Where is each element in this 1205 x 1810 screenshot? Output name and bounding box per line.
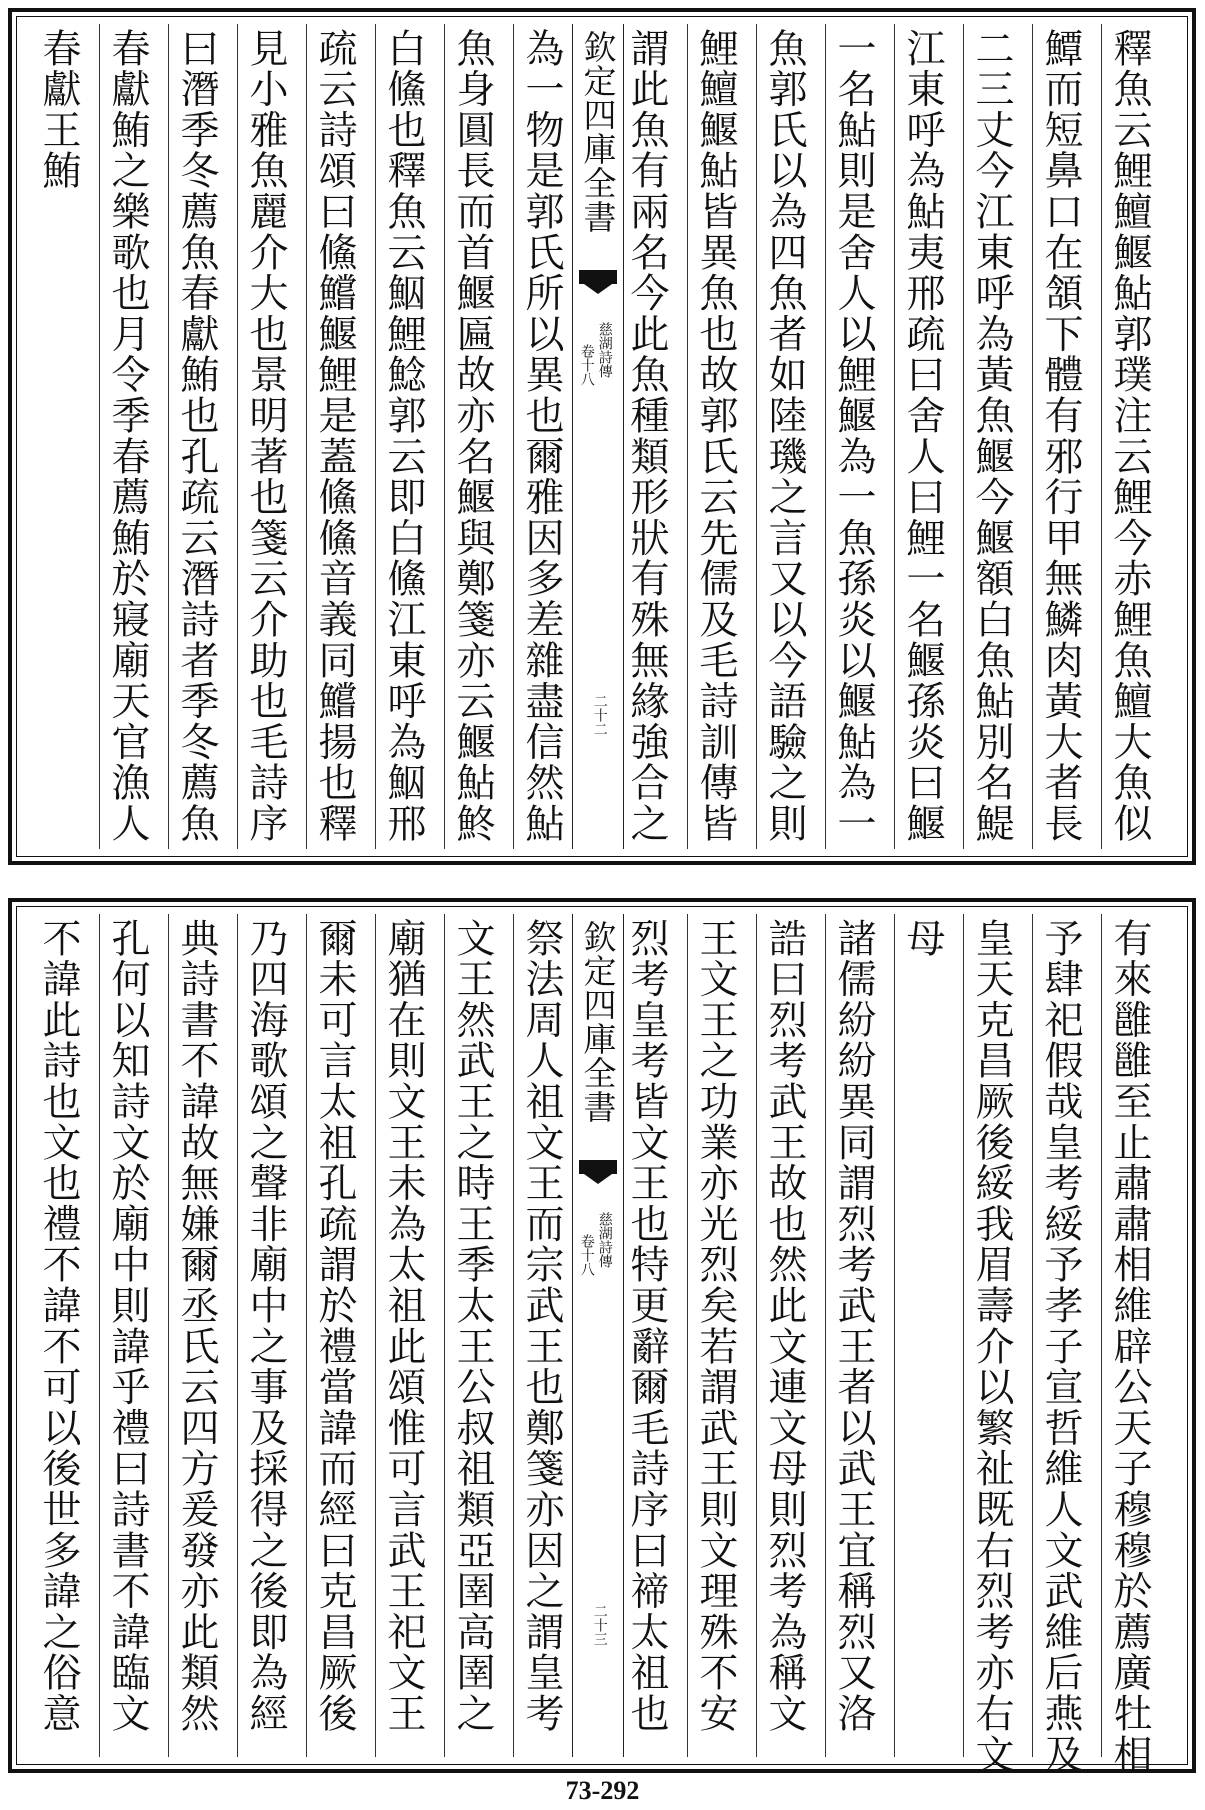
text-column: 不諱此詩也文也禮不諱不可以後世多諱之俗意: [36, 918, 81, 1734]
page-number: 73-292: [565, 1776, 640, 1805]
column-rule: [444, 24, 445, 849]
banxin-leaf-number: 二十二: [591, 694, 608, 736]
text-column: 魚身圓長而首鰋匾故亦名鰋與鄭箋亦云鰋鮎鮗: [450, 28, 495, 844]
column-rule: [894, 914, 895, 1757]
text-column: 諸儒紛紛異同謂烈考武王者以武王宜稱烈又洛: [831, 918, 876, 1734]
banxin-leaf-number: 二十三: [591, 1604, 608, 1646]
text-column: 為一物是郭氏所以異也爾雅因多差雜盡信然鮎: [519, 28, 564, 844]
column-rule: [375, 24, 376, 849]
column-rule: [963, 914, 964, 1757]
column-rule: [1101, 24, 1102, 849]
column-rule: [306, 24, 307, 849]
column-rule: [237, 914, 238, 1757]
column-rule: [444, 914, 445, 1757]
text-column: 曰潛季冬薦魚春獻鮪也孔疏云潛詩者季冬薦魚: [174, 28, 219, 844]
text-column: 誥曰烈考武王故也然此文連文母則烈考為稱文: [762, 918, 807, 1734]
banxin-center-strip: [572, 914, 624, 1757]
text-column: 烈考皇考皆文王也特更辭爾毛詩序曰禘太祖也: [624, 918, 669, 1734]
text-column: 二三丈今江東呼為黃魚鰋今鰋額白魚鮎別名鯷: [969, 28, 1014, 844]
text-column: 春獻鮪之樂歌也月令季春薦鮪於寢廟天官漁人: [105, 28, 150, 844]
column-rule: [894, 24, 895, 849]
column-rule: [963, 24, 964, 849]
column-rule: [1032, 24, 1033, 849]
text-column: 爾未可言太祖孔疏謂於禮當諱而經曰克昌厥後: [312, 918, 357, 1734]
column-rule: [375, 914, 376, 1757]
column-rule: [99, 24, 100, 849]
text-column: 一名鮎則是舍人以鯉鰋為一魚孫炎以鰋鮎為一: [831, 28, 876, 844]
banxin-juan: 卷十八: [578, 1234, 595, 1276]
text-column: 予肆祀假哉皇考綏予孝子宣哲維人文武維后燕及: [1038, 918, 1083, 1775]
text-column: 典詩書不諱故無嫌爾丞氏云四方爰發亦此類然: [174, 918, 219, 1734]
bottom-page-frame: [8, 898, 1196, 1773]
column-rule: [687, 914, 688, 1757]
text-column: 有來雝雝至止肅肅相維辟公天子穆穆於薦廣牡相: [1107, 918, 1152, 1775]
column-rule: [237, 24, 238, 849]
text-column: 疏云詩頌曰鯈鱨鰋鯉是蓋鯈鯈音義同鱨揚也釋: [312, 28, 357, 844]
column-rule: [756, 24, 757, 849]
banxin-center-strip: [572, 24, 624, 849]
text-column: 釋魚云鯉鱣鰋鮎郭璞注云鯉今赤鯉魚鱣大魚似: [1107, 28, 1152, 844]
fishtail-mark: [579, 270, 617, 284]
text-column: 母: [900, 918, 945, 959]
fishtail-mark: [579, 1160, 617, 1174]
column-rule: [513, 914, 514, 1757]
text-column: 鱏而短鼻口在頷下體有邪行甲無鱗肉黃大者長: [1038, 28, 1083, 844]
text-column: 江東呼為鮎夷邢疏曰舍人曰鯉一名鰋孫炎曰鰋: [900, 28, 945, 844]
text-column: 春獻王鮪: [36, 28, 81, 192]
text-column: 鯉鱣鰋鮎皆異魚也故郭氏云先儒及毛詩訓傳皆: [693, 28, 738, 844]
banxin-juan: 卷十八: [578, 344, 595, 386]
text-column: 謂此魚有兩名今此魚種類形狀有殊無緣強合之: [624, 28, 669, 844]
text-column: 魚郭氏以為四魚者如陸璣之言又以今語驗之則: [762, 28, 807, 844]
top-page-frame: [8, 8, 1196, 865]
column-rule: [168, 24, 169, 849]
column-rule: [168, 914, 169, 1757]
column-rule: [1101, 914, 1102, 1757]
column-rule: [825, 24, 826, 849]
text-column: 皇天克昌厥後綏我眉壽介以繁祉既右烈考亦右文: [969, 918, 1014, 1775]
column-rule: [99, 914, 100, 1757]
banxin-book-title: 慈湖詩傳: [596, 1212, 613, 1268]
text-column: 見小雅魚麗介大也景明著也箋云介助也毛詩序: [243, 28, 288, 844]
column-rule: [825, 914, 826, 1757]
text-column: 王文王之功業亦光烈矣若謂武王則文理殊不安: [693, 918, 738, 1734]
text-column: 文王然武王之時王季太王公叔祖類亞圉高圉之: [450, 918, 495, 1734]
text-column: 廟猶在則文王未為太祖此頌惟可言武王祀文王: [381, 918, 426, 1734]
column-rule: [687, 24, 688, 849]
text-column: 乃四海歌頌之聲非廟中之事及採得之後即為經: [243, 918, 288, 1734]
text-column: 祭法周人祖文王而宗武王也鄭箋亦因之謂皇考: [519, 918, 564, 1734]
banxin-title: 欽定四庫全書: [578, 30, 618, 234]
banxin-book-title: 慈湖詩傳: [596, 322, 613, 378]
column-rule: [306, 914, 307, 1757]
column-rule: [756, 914, 757, 1757]
text-column: 白鯈也釋魚云鮂鯉鯰郭云即白鯈江東呼為鮂邢: [381, 28, 426, 844]
text-column: 孔何以知詩文於廟中則諱乎禮曰詩書不諱臨文: [105, 918, 150, 1734]
column-rule: [1032, 914, 1033, 1757]
banxin-title: 欽定四庫全書: [578, 920, 618, 1124]
column-rule: [513, 24, 514, 849]
